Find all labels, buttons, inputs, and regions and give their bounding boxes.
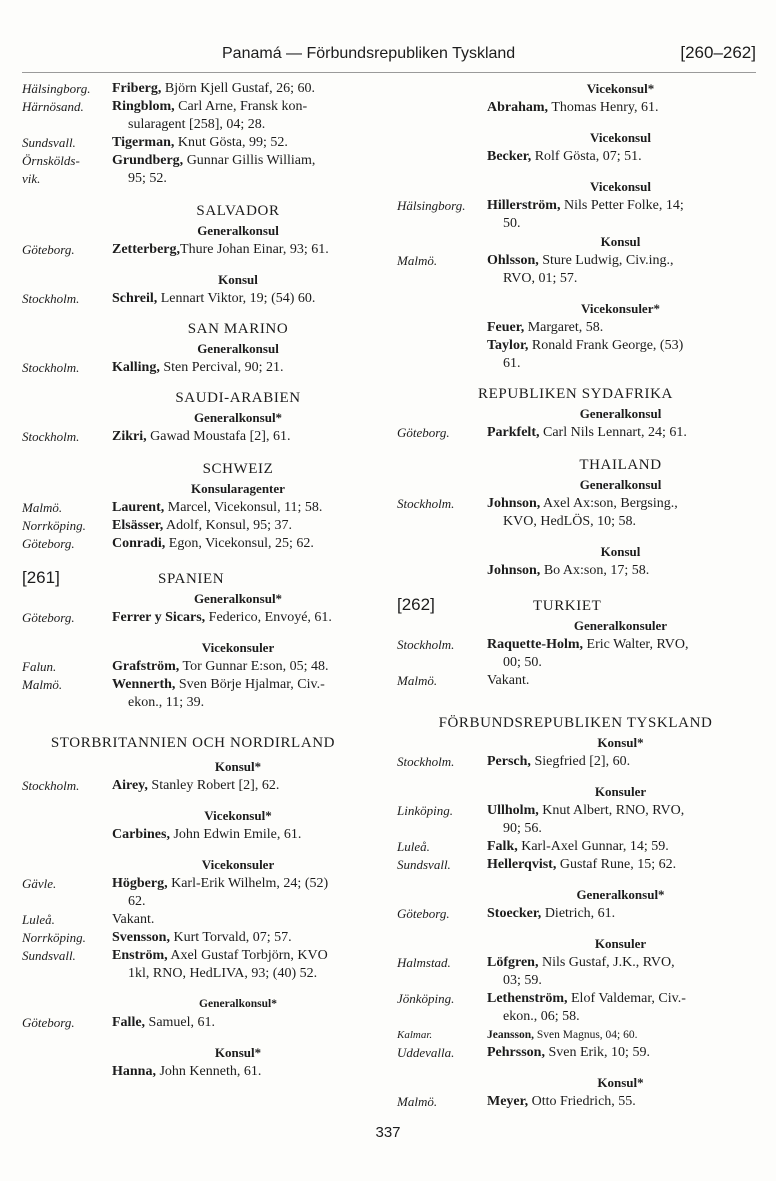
entry-detail: Karl-Erik Wilhelm, 24; (52) xyxy=(171,876,329,891)
entry-name: Conradi, xyxy=(112,536,166,551)
country-heading: SAN MARINO xyxy=(187,321,289,337)
list-item xyxy=(397,905,754,923)
role-heading: Vicekonsul xyxy=(590,179,651,194)
role-heading: Generalkonsul* xyxy=(199,998,277,1010)
list-item xyxy=(397,495,754,531)
entry-detail: Rolf Gösta, 07; 51. xyxy=(534,149,642,164)
list-item xyxy=(22,134,364,152)
list-item xyxy=(22,658,364,676)
running-header-title: Panamá — Förbundsrepubliken Tyskland xyxy=(222,45,516,62)
role-heading: Konsul* xyxy=(214,759,262,774)
list-item xyxy=(397,99,754,117)
list-item xyxy=(22,826,364,844)
role-heading: Vicekonsuler xyxy=(201,857,275,872)
entry-place: Kalmar. xyxy=(397,1029,433,1041)
entry-name: Grafström, xyxy=(112,659,180,674)
entry-detail: Axel Gustaf Torbjörn, KVO xyxy=(170,948,328,963)
entry-detail: Vakant. xyxy=(487,673,530,688)
entry-detail: Siegfried [2], 60. xyxy=(534,754,631,769)
entry-detail: Ronald Frank George, (53) xyxy=(531,338,684,353)
list-item xyxy=(397,802,754,838)
entry-name: Parkfelt, xyxy=(487,425,540,440)
entry-detail: Federico, Envoyé, 61. xyxy=(208,610,332,625)
entry-name: Carbines, xyxy=(112,827,170,842)
entry-place: Halmstad. xyxy=(397,955,451,970)
entry-continuation: 95; 52. xyxy=(128,171,167,186)
list-item xyxy=(397,424,754,442)
entry-detail: Carl Arne, Fransk kon- xyxy=(178,99,308,114)
list-item xyxy=(22,428,364,446)
entry-place: Hälsingborg. xyxy=(397,198,466,213)
entry-place: Göteborg. xyxy=(22,610,75,625)
list-item xyxy=(22,676,364,712)
right-column xyxy=(397,80,754,1111)
list-item xyxy=(22,499,364,517)
entry-detail: Sven Börje Hjalmar, Civ.- xyxy=(178,677,325,692)
list-item xyxy=(397,954,754,990)
entry-place: Norrköping. xyxy=(22,518,86,533)
entry-detail: Björn Kjell Gustaf, 26; 60. xyxy=(164,81,315,96)
entry-name: Johnson, xyxy=(487,496,541,511)
country-heading: TURKIET xyxy=(533,598,602,614)
entry-name: Laurent, xyxy=(112,500,165,515)
list-item xyxy=(397,197,754,233)
entry-place: Sundsvall. xyxy=(22,948,76,963)
entry-detail: Sten Percival, 90; 21. xyxy=(163,360,284,375)
list-item xyxy=(397,319,754,337)
entry-detail: Knut Albert, RNO, RVO, xyxy=(542,803,685,818)
entry-detail: Otto Friedrich, 55. xyxy=(531,1094,636,1109)
country-heading: THAILAND xyxy=(579,457,662,473)
entry-name: Taylor, xyxy=(487,338,529,353)
entry-name: Tigerman, xyxy=(112,135,175,150)
entry-continuation: 03; 59. xyxy=(503,973,542,988)
list-item xyxy=(22,517,364,535)
country-heading: REPUBLIKEN SYDAFRIKA xyxy=(478,386,673,402)
entry-name: Ringblom, xyxy=(112,99,175,114)
list-item xyxy=(22,290,364,308)
list-item xyxy=(22,875,364,911)
entry-place: Malmö. xyxy=(397,673,438,688)
entry-place: Stockholm. xyxy=(397,637,455,652)
entry-continuation: 61. xyxy=(503,356,521,371)
entry-place: Göteborg. xyxy=(22,1015,75,1030)
list-item xyxy=(22,1063,364,1081)
entry-continuation: KVO, HedLÖS, 10; 58. xyxy=(503,514,636,529)
role-heading: Konsul xyxy=(218,272,258,287)
entry-place: Norrköping. xyxy=(22,930,86,945)
entry-name: Feuer, xyxy=(487,320,525,335)
entry-detail: Egon, Vicekonsul, 25; 62. xyxy=(168,536,314,551)
list-item xyxy=(22,911,364,929)
entry-place: Stockholm. xyxy=(22,778,80,793)
entry-detail: Samuel, 61. xyxy=(148,1015,216,1030)
country-heading: SALVADOR xyxy=(196,203,280,219)
entry-place: Jönköping. xyxy=(397,991,455,1006)
entry-place: Falun. xyxy=(22,659,57,674)
entry-place: Gävle. xyxy=(22,876,57,891)
role-heading: Konsuler xyxy=(594,784,647,799)
entry-name: Grundberg, xyxy=(112,153,184,168)
entry-place: Stockholm. xyxy=(22,360,80,375)
entry-name: Hellerqvist, xyxy=(487,857,557,872)
list-item xyxy=(397,337,754,373)
entry-detail: Carl Nils Lennart, 24; 61. xyxy=(542,425,687,440)
list-item xyxy=(397,636,754,672)
list-item xyxy=(22,947,364,983)
entry-detail: Nils Petter Folke, 14; xyxy=(563,198,684,213)
list-item xyxy=(22,1014,364,1032)
entry-detail: John Kenneth, 61. xyxy=(159,1064,262,1079)
entry-detail: Gustaf Rune, 15; 62. xyxy=(559,857,677,872)
entry-name: Enström, xyxy=(112,948,168,963)
role-heading: Vicekonsul* xyxy=(586,81,655,96)
country-heading: STORBRITANNIEN OCH NORDIRLAND xyxy=(50,735,336,751)
entry-place: Stockholm. xyxy=(22,429,80,444)
country-heading: SAUDI-ARABIEN xyxy=(175,390,301,406)
role-heading: Generalkonsul xyxy=(579,477,662,492)
entry-name: Becker, xyxy=(487,149,532,164)
role-heading: Konsul* xyxy=(597,1075,644,1090)
running-header-page-range: [260–262] xyxy=(680,43,756,62)
entry-name: Johnson, xyxy=(487,563,541,578)
entry-place: Sundsvall. xyxy=(22,135,76,150)
entry-continuation: 1kl, RNO, HedLIVA, 93; (40) 52. xyxy=(128,966,318,981)
entry-name: Schreil, xyxy=(112,291,158,306)
list-item xyxy=(397,672,754,690)
country-heading: SPANIEN xyxy=(158,571,225,587)
entry-place: Göteborg. xyxy=(397,906,450,921)
list-item xyxy=(397,753,754,771)
entry-detail: Knut Gösta, 99; 52. xyxy=(177,135,288,150)
entry-name: Stoecker, xyxy=(487,906,542,921)
role-heading: Generalkonsul* xyxy=(576,887,665,902)
entry-continuation: 50. xyxy=(503,216,521,231)
entry-name: Ullholm, xyxy=(487,803,539,818)
role-heading: Konsuler xyxy=(594,936,647,951)
role-heading: Konsul* xyxy=(214,1045,262,1060)
entry-place: Göteborg. xyxy=(397,425,450,440)
entry-name: Ohlsson, xyxy=(487,253,539,268)
list-item xyxy=(397,252,754,288)
role-heading: Vicekonsuler xyxy=(201,640,275,655)
role-heading: Generalkonsul xyxy=(579,406,662,421)
entry-detail: Gunnar Gillis William, xyxy=(186,153,316,168)
entry-continuation: 00; 50. xyxy=(503,655,542,670)
entry-name: Falk, xyxy=(487,839,518,854)
entry-continuation: RVO, 01; 57. xyxy=(503,271,578,286)
entry-place: Malmö. xyxy=(22,500,63,515)
entry-detail: Elof Valdemar, Civ.- xyxy=(571,991,686,1006)
list-item xyxy=(397,856,754,874)
entry-detail: Kurt Torvald, 07; 57. xyxy=(173,930,292,945)
entry-detail: Karl-Axel Gunnar, 14; 59. xyxy=(521,839,669,854)
entry-continuation: ekon., 06; 58. xyxy=(503,1009,580,1024)
entry-name: Lethenström, xyxy=(487,991,568,1006)
entry-place: Örnskölds- xyxy=(22,153,80,168)
list-item xyxy=(22,80,364,98)
entry-place: Linköping. xyxy=(397,803,453,818)
role-heading: Vicekonsul* xyxy=(204,808,272,823)
entry-name: Zikri, xyxy=(112,429,147,444)
entry-detail: Thomas Henry, 61. xyxy=(551,100,659,115)
entry-detail: Sture Ludwig, Civ.ing., xyxy=(542,253,674,268)
list-item xyxy=(22,241,364,259)
list-item xyxy=(22,98,364,134)
entry-place: Stockholm. xyxy=(22,291,80,306)
entry-detail: Margaret, 58. xyxy=(527,320,604,335)
list-item xyxy=(397,562,754,580)
entry-detail: Tor Gunnar E:son, 05; 48. xyxy=(182,659,329,674)
role-heading: Vicekonsul xyxy=(590,130,651,145)
list-item xyxy=(22,152,364,188)
page-marker: [262] xyxy=(397,595,435,614)
entry-name: Persch, xyxy=(487,754,531,769)
role-heading: Generalkonsul* xyxy=(193,591,283,606)
entry-place: Göteborg. xyxy=(22,536,75,551)
entry-name: Hanna, xyxy=(112,1064,156,1079)
list-item xyxy=(22,359,364,377)
entry-continuation: sularagent [258], 04; 28. xyxy=(128,117,266,132)
entry-name: Jeansson, xyxy=(487,1029,534,1041)
entry-place: Stockholm. xyxy=(397,496,455,511)
country-heading: FÖRBUNDSREPUBLIKEN TYSKLAND xyxy=(438,715,713,731)
entry-detail: Vakant. xyxy=(112,912,155,927)
role-heading: Konsul xyxy=(600,234,641,249)
entry-place: Sundsvall. xyxy=(397,857,451,872)
list-item xyxy=(397,990,754,1026)
entry-name: Meyer, xyxy=(487,1094,529,1109)
header-divider xyxy=(22,72,756,73)
entry-detail: Adolf, Konsul, 95; 37. xyxy=(165,518,292,533)
entry-place: Härnösand. xyxy=(22,99,84,114)
list-item xyxy=(22,609,364,627)
entry-name: Elsässer, xyxy=(112,518,164,533)
list-item xyxy=(397,1044,754,1062)
list-item xyxy=(22,777,364,795)
entry-detail: Gawad Moustafa [2], 61. xyxy=(150,429,291,444)
role-heading: Konsularagenter xyxy=(191,481,285,496)
entry-name: Pehrsson, xyxy=(487,1045,545,1060)
page-marker: [261] xyxy=(22,568,60,587)
entry-name: Airey, xyxy=(112,778,148,793)
role-heading: Generalkonsul xyxy=(197,341,279,356)
entry-detail: Dietrich, 61. xyxy=(544,906,616,921)
entry-detail: John Edwin Emile, 61. xyxy=(173,827,302,842)
entry-detail: Sven Magnus, 04; 60. xyxy=(536,1029,638,1041)
entry-place: Luleå. xyxy=(397,839,430,854)
role-heading: Generalkonsul xyxy=(197,223,279,238)
list-item xyxy=(22,535,364,553)
left-column xyxy=(22,80,364,1081)
role-heading: Generalkonsul* xyxy=(193,410,283,425)
entry-place: Stockholm. xyxy=(397,754,455,769)
entry-place: Luleå. xyxy=(22,912,55,927)
page-number: 337 xyxy=(375,1124,401,1141)
entry-detail: Bo Ax:son, 17; 58. xyxy=(543,563,650,578)
entry-detail: Stanley Robert [2], 62. xyxy=(151,778,280,793)
country-heading: SCHWEIZ xyxy=(202,461,274,477)
entry-place: Malmö. xyxy=(22,677,63,692)
entry-name: Högberg, xyxy=(112,876,168,891)
role-heading: Konsul xyxy=(600,544,641,559)
role-heading: Konsul* xyxy=(597,735,644,750)
entry-detail: Marcel, Vicekonsul, 11; 58. xyxy=(167,500,323,515)
entry-name: Löfgren, xyxy=(487,955,539,970)
entry-detail: Nils Gustaf, J.K., RVO, xyxy=(541,955,675,970)
entry-place: Göteborg. xyxy=(22,242,75,257)
entry-name: Ferrer y Sicars, xyxy=(112,610,206,625)
entry-place: Hälsingborg. xyxy=(22,81,91,96)
entry-detail: Eric Walter, RVO, xyxy=(586,637,689,652)
list-item xyxy=(22,929,364,947)
list-item xyxy=(397,1093,754,1111)
entry-continuation: 62. xyxy=(128,894,146,909)
list-item xyxy=(397,1026,754,1044)
entry-place: Uddevalla. xyxy=(397,1045,455,1060)
entry-name: Friberg, xyxy=(112,81,162,96)
entry-place: Malmö. xyxy=(397,253,438,268)
list-item xyxy=(397,838,754,856)
entry-name: Abraham, xyxy=(487,100,549,115)
entry-name: Zetterberg, xyxy=(112,242,181,257)
entry-name: Kalling, xyxy=(112,360,160,375)
entry-name: Falle, xyxy=(112,1015,146,1030)
entry-continuation: ekon., 11; 39. xyxy=(128,695,205,710)
entry-continuation: 90; 56. xyxy=(503,821,542,836)
entry-detail: Lennart Viktor, 19; (54) 60. xyxy=(160,291,316,306)
entry-name: Raquette-Holm, xyxy=(487,637,584,652)
list-item xyxy=(397,148,754,166)
entry-detail: Sven Erik, 10; 59. xyxy=(548,1045,650,1060)
entry-place: Malmö. xyxy=(397,1094,438,1109)
entry-name: Svensson, xyxy=(112,930,170,945)
entry-detail: Thure Johan Einar, 93; 61. xyxy=(180,242,329,257)
entry-name: Hillerström, xyxy=(487,198,561,213)
role-heading: Vicekonsuler* xyxy=(581,301,660,316)
entry-place-continuation: vik. xyxy=(22,171,41,186)
entry-name: Wennerth, xyxy=(112,677,176,692)
entry-detail: Axel Ax:son, Bergsing., xyxy=(543,496,678,511)
role-heading: Generalkonsuler xyxy=(573,618,668,633)
